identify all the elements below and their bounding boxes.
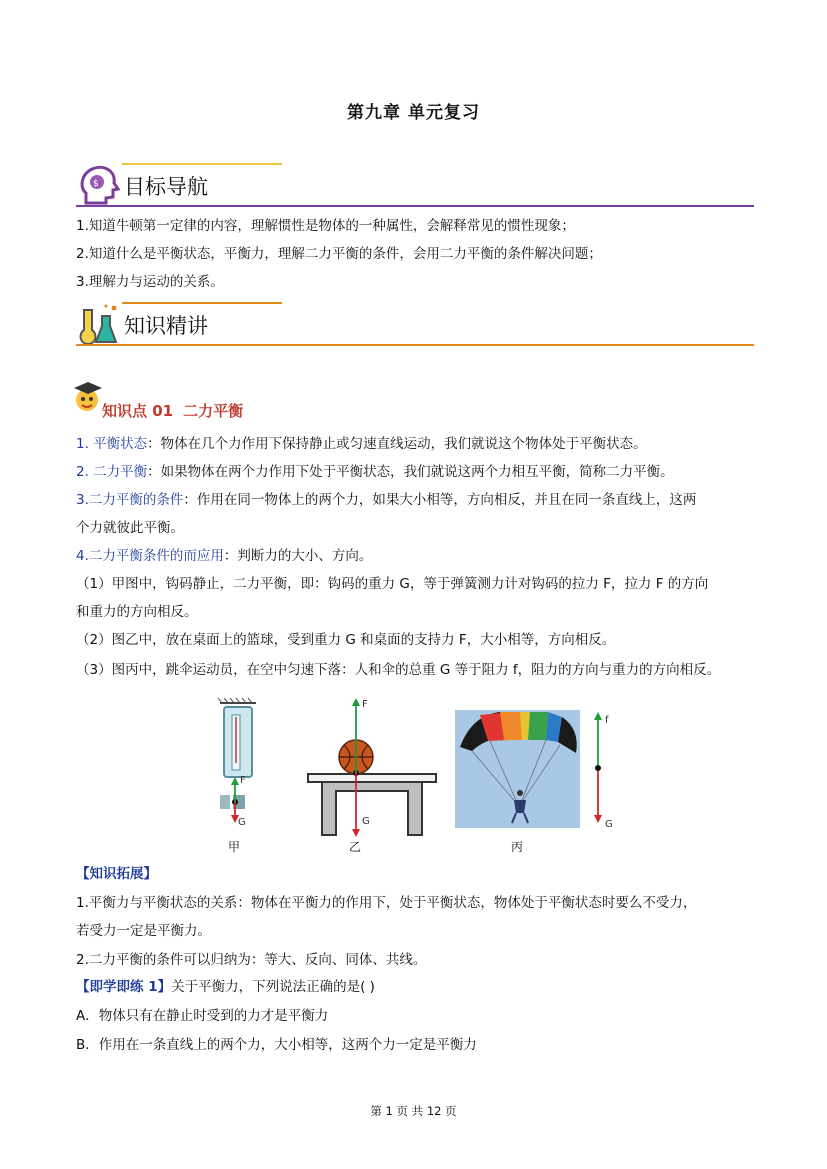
paragraph-1 [76, 434, 766, 454]
page-title: 第九章 单元复习 [347, 103, 480, 123]
para-text: ：作用在同一物体上的两个力，如果大小相等，方向相反，并且在同一条直线上，这两 [183, 492, 697, 508]
question-text: 关于平衡力，下列说法正确的是( ) [171, 979, 375, 995]
paragraph-2 [76, 462, 766, 482]
header-topline [122, 163, 282, 165]
label-G-bing: G [605, 819, 613, 830]
kp-label: 知识点 01 [102, 402, 174, 420]
point-mass [595, 765, 601, 771]
arrowhead [231, 777, 239, 785]
term-balance-state: 平衡状态 [93, 436, 148, 452]
arrowhead [594, 815, 602, 823]
practice-question [76, 977, 766, 997]
section-title-knowledge: 知识精讲 [124, 314, 208, 338]
para-text: ：判断力的大小、方向。 [223, 548, 373, 564]
option-b: B．作用在一条直线上的两个力，大小相等，这两个力一定是平衡力 [76, 1037, 477, 1053]
arrowhead [352, 698, 360, 706]
caption-yi: 乙 [349, 840, 362, 854]
goal-item-2: 2.知道什么是平衡状态，平衡力，理解二力平衡的条件，会用二力平衡的条件解决问题； [76, 246, 602, 262]
para-number: 4. [76, 548, 89, 564]
knowledge-point-title [102, 400, 243, 421]
para-text: ：物体在几个力作用下保持静止或匀速直线运动，我们就说这个物体处于平衡状态。 [147, 436, 647, 452]
label-F-yi: F [362, 699, 368, 710]
divider [76, 205, 754, 207]
extension-line-3: 2.二力平衡的条件可以归纳为：等大、反向、同体、共线。 [76, 952, 427, 968]
para-number: 2. [76, 464, 94, 480]
extension-heading: 【知识拓展】 [76, 866, 157, 882]
divider [76, 344, 754, 346]
label-f-bing: f [605, 715, 609, 726]
paragraph-4 [76, 546, 766, 566]
flask-icon [76, 302, 120, 346]
label-G-jia: G [238, 817, 246, 828]
option-a: A．物体只有在静止时受到的力才是平衡力 [76, 1008, 329, 1024]
kp-subtitle: 二力平衡 [183, 402, 244, 420]
para-number: 3. [76, 492, 89, 508]
arrowhead [352, 829, 360, 837]
section-title-goals: 目标导航 [124, 175, 208, 199]
para-text: ：如果物体在两个力作用下处于平衡状态，我们就说这两个力相互平衡，简称二力平衡。 [147, 464, 674, 480]
head-brain-icon [76, 163, 120, 207]
section-header-knowledge [76, 302, 756, 346]
force-arrows [210, 695, 630, 860]
page-footer: 第 1 页 共 12 页 [370, 1104, 457, 1118]
svg-text:$: $ [93, 179, 99, 189]
paragraph-5c: （3）图丙中，跳伞运动员，在空中匀速下落：人和伞的总重 G 等于阻力 f，阻力的方向与重力的方向相反。 [76, 662, 721, 678]
practice-tag: 【即学即练 1】 [76, 979, 172, 995]
paragraph-3 [76, 490, 766, 510]
label-G-yi: G [362, 816, 370, 827]
extension-line-2: 若受力一定是平衡力。 [76, 923, 211, 939]
goal-item-1: 1.知道牛顿第一定律的内容，理解惯性是物体的一种属性，会解释常见的惯性现象； [76, 218, 575, 234]
term-balance-condition: 二力平衡的条件 [88, 492, 184, 508]
caption-bing: 丙 [511, 840, 524, 854]
goal-item-3: 3.理解力与运动的关系。 [76, 274, 224, 290]
arrowhead [594, 712, 602, 720]
paragraph-5b: （2）图乙中，放在桌面上的篮球，受到重力 G 和桌面的支持力 F，大小相等，方向相反。 [76, 632, 616, 648]
paragraph-3-cont: 个力就彼此平衡。 [76, 520, 184, 536]
extension-line-1: 1.平衡力与平衡状态的关系：物体在平衡力的作用下，处于平衡状态，物体处于平衡状态时要么不受力， [76, 895, 697, 911]
term-two-force-balance: 二力平衡 [93, 464, 148, 480]
caption-jia: 甲 [228, 840, 241, 854]
label-F-jia: F [240, 775, 246, 786]
header-topline [122, 302, 282, 304]
paragraph-5a-cont: 和重力的方向相反。 [76, 604, 198, 620]
term-application: 二力平衡条件的而应用 [88, 548, 224, 564]
section-header-goals [76, 163, 756, 207]
graduate-mascot-icon [72, 378, 104, 414]
paragraph-5a: （1）甲图中，钩码静止，二力平衡，即：钩码的重力 G，等于弹簧测力计对钩码的拉力 F，拉力 F 的方向 [76, 576, 709, 592]
para-number: 1. [76, 436, 94, 452]
